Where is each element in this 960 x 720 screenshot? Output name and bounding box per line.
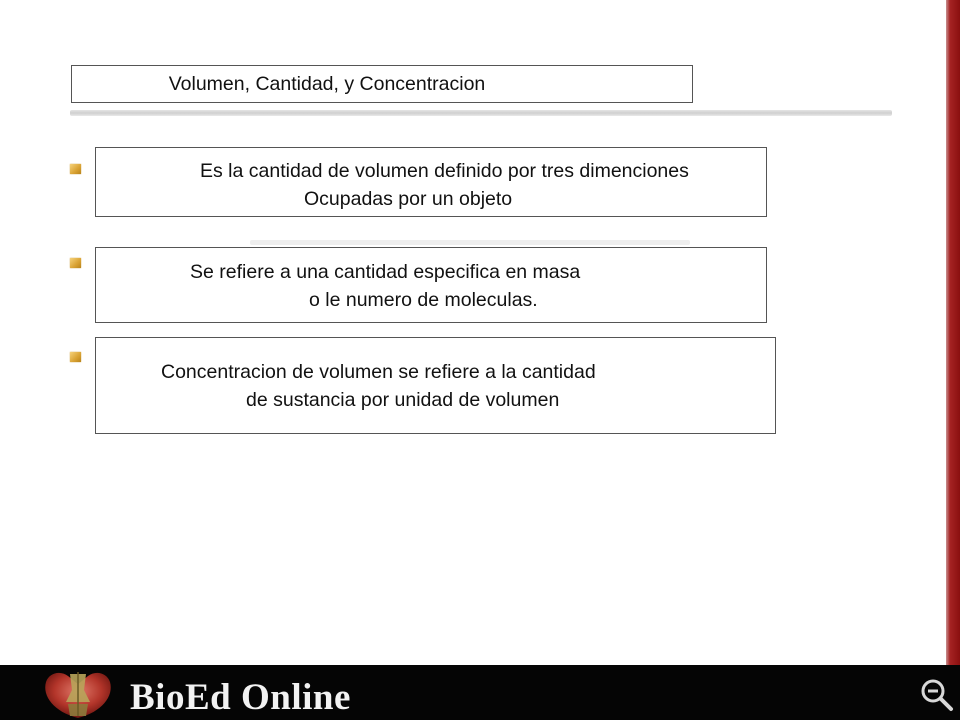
zoom-out-icon[interactable]	[919, 677, 955, 713]
bullet-icon	[70, 352, 81, 362]
definition-text-line: Se refiere a una cantidad especifica en masa	[190, 261, 581, 283]
footer-brand-text: BioEd Online	[130, 677, 351, 718]
title-divider	[70, 110, 892, 116]
definition-text-line: Ocupadas por un objeto	[304, 188, 513, 210]
definition-box-concentracion	[95, 337, 776, 434]
bullet-icon	[70, 258, 81, 268]
definition-text-line: Es la cantidad de volumen definido por tres dimenciones	[200, 160, 689, 182]
definition-box-cantidad	[95, 247, 767, 323]
slide-title-box	[71, 65, 693, 103]
bioed-logo-icon	[40, 668, 116, 720]
slide-title: Volumen, Cantidad, y Concentracion	[168, 73, 486, 95]
ghost-text-line	[250, 240, 690, 245]
definition-box-volumen	[95, 147, 767, 217]
bullet-icon	[70, 164, 81, 174]
definition-text-line: o le numero de moleculas.	[309, 289, 538, 311]
slide-right-border	[946, 0, 960, 665]
definition-text-line: de sustancia por unidad de volumen	[246, 389, 560, 411]
definition-text-line: Concentracion de volumen se refiere a la cantidad	[161, 361, 596, 383]
